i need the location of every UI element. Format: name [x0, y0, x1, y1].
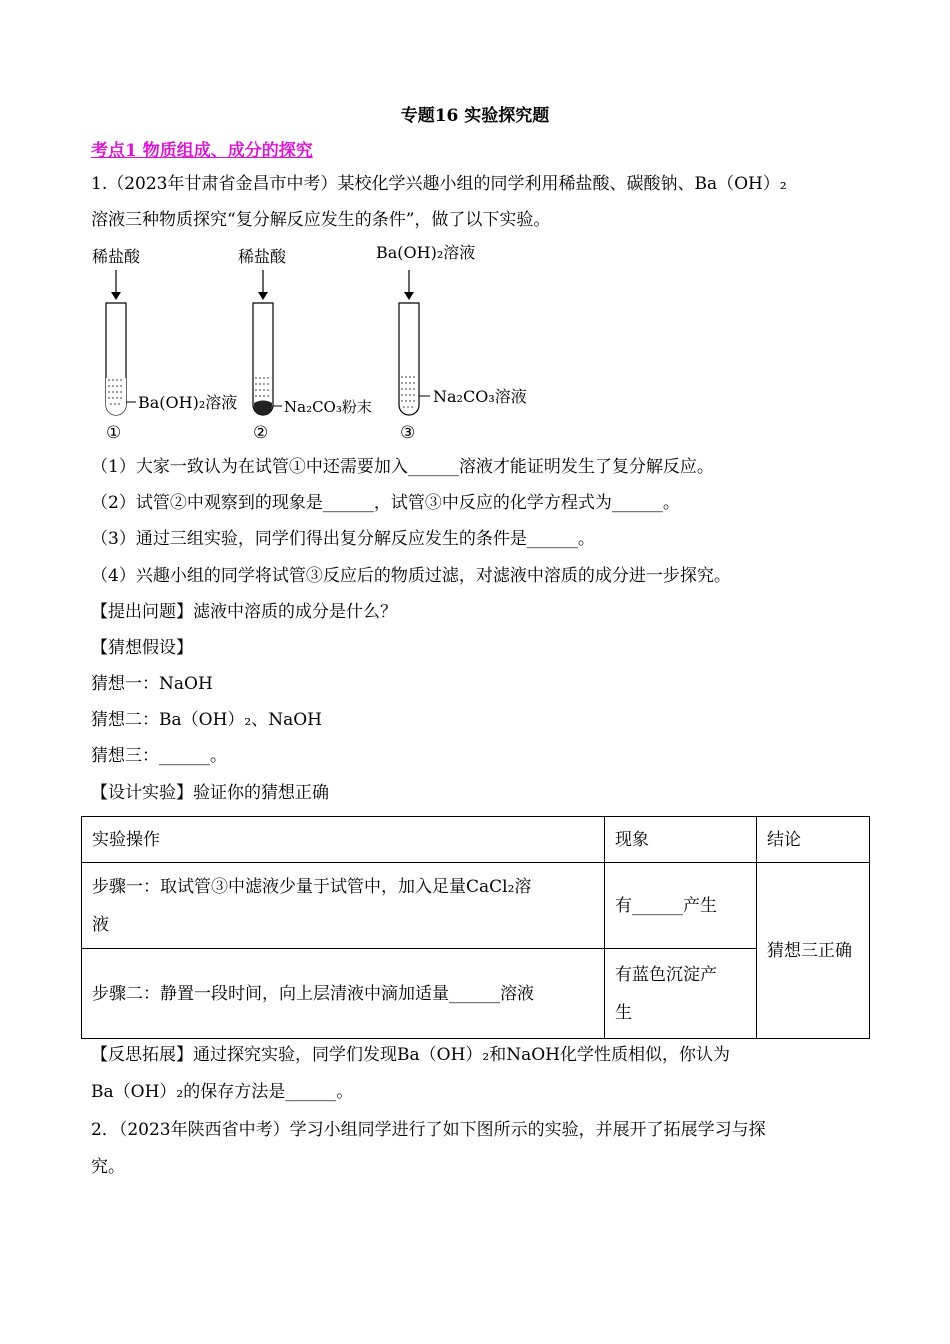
q2-line1: 2．（2023年陕西省中考）学习小组同学进行了如下图所示的实验，并展开了拓展学习与探 [91, 1120, 766, 1140]
test-tube-figure [88, 240, 548, 445]
q1-intro-line2: 溶液三种物质探究“复分解反应发生的条件”，做了以下实验。 [91, 210, 551, 230]
tube1-side-label: Ba(OH)₂溶液 [138, 393, 238, 412]
step1-op-line1: 步骤一：取试管③中滤液少量于试管中，加入足量CaCl₂溶 [92, 876, 532, 897]
reflection-line2: Ba（OH）₂的保存方法是______。 [91, 1082, 354, 1102]
tube3-top-label: Ba(OH)₂溶液 [376, 243, 476, 262]
tube3-side-label: Na₂CO₃溶液 [433, 387, 527, 406]
tube2-top-label: 稀盐酸 [238, 247, 287, 266]
conclusion-cell: 猜想三正确 [757, 863, 870, 1039]
tube2 [253, 303, 273, 415]
step1-operation [82, 863, 605, 949]
tube3-number: ③ [400, 423, 416, 443]
question-heading: 【提出问题】滤液中溶质的成分是什么？ [91, 602, 397, 622]
hypothesis-heading: 【猜想假设】 [91, 638, 193, 658]
section-heading: 考点1 物质组成、成分的探究 [91, 141, 313, 161]
table-row [82, 949, 870, 1039]
reflection-line1: 【反思拓展】通过探究实验，同学们发现Ba（OH）₂和NaOH化学性质相似，你认为 [91, 1045, 730, 1065]
step2-phenomenon [605, 949, 757, 1039]
step2-operation: 步骤二：静置一段时间，向上层清液中滴加适量______溶液 [82, 949, 605, 1039]
experiment-table [81, 816, 870, 1039]
header-conclusion: 结论 [757, 817, 870, 863]
tube3 [399, 303, 419, 415]
design-heading: 【设计实验】验证你的猜想正确 [91, 783, 329, 803]
table-header-row [82, 817, 870, 863]
q1-sub2: （2）试管②中观察到的现象是______，试管③中反应的化学方程式为______。 [91, 493, 680, 513]
step1-phenomenon: 有______产生 [605, 863, 757, 949]
tube1-number: ① [106, 423, 122, 443]
tube1-top-label: 稀盐酸 [92, 247, 141, 266]
tube2-side-label: Na₂CO₃粉末 [284, 398, 372, 416]
guess-two: 猜想二：Ba（OH）₂、NaOH [91, 710, 322, 730]
guess-one: 猜想一：NaOH [91, 674, 213, 694]
table-row [82, 863, 870, 949]
guess-three: 猜想三：______。 [91, 746, 227, 766]
step1-op-line2: 液 [92, 914, 109, 935]
step2-ph-line1: 有蓝色沉淀产 [615, 964, 717, 985]
page-title: 专题16 实验探究题 [400, 106, 550, 126]
q1-sub4: （4）兴趣小组的同学将试管③反应后的物质过滤，对滤液中溶质的成分进一步探究。 [91, 566, 731, 586]
q1-sub3: （3）通过三组实验，同学们得出复分解反应发生的条件是______。 [91, 529, 595, 549]
tube2-number: ② [253, 423, 269, 443]
q1-intro-line1: 1.（2023年甘肃省金昌市中考）某校化学兴趣小组的同学利用稀盐酸、碳酸钠、Ba（OH）₂ [91, 174, 787, 194]
header-operation: 实验操作 [82, 817, 605, 863]
step2-ph-line2: 生 [615, 1002, 632, 1023]
q1-sub1: （1）大家一致认为在试管①中还需要加入______溶液才能证明发生了复分解反应。 [91, 457, 714, 477]
header-phenomenon: 现象 [605, 817, 757, 863]
q2-line2: 究。 [91, 1157, 125, 1177]
